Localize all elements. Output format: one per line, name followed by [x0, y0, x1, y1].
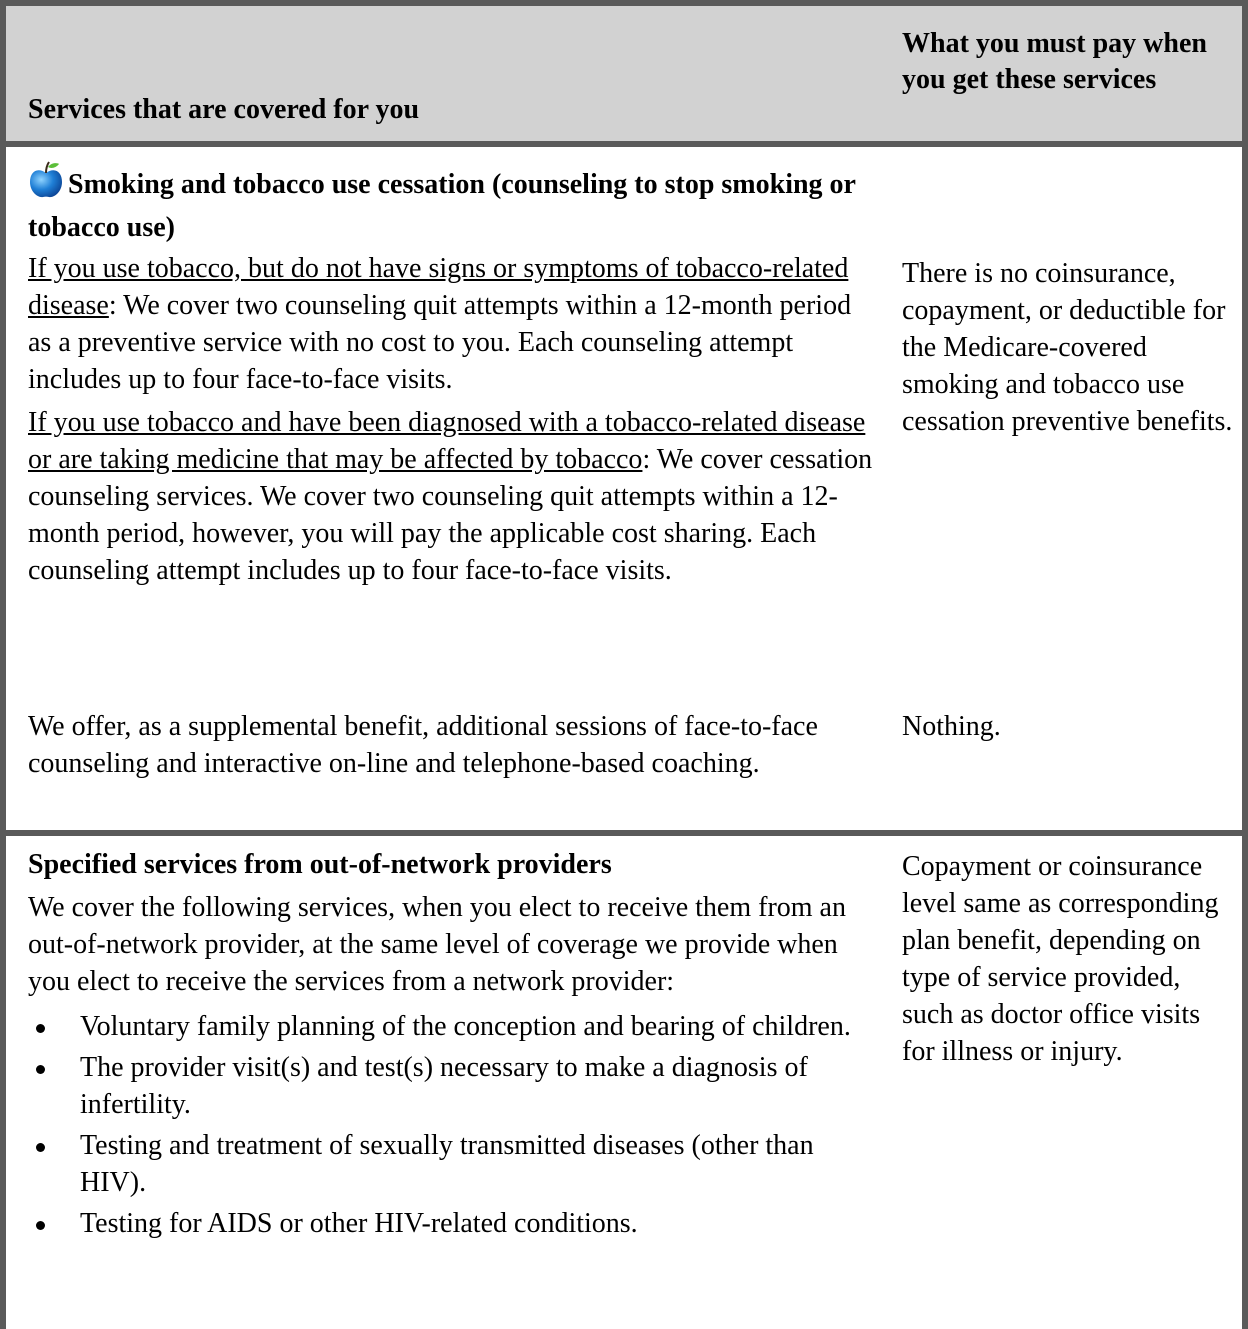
list-item-text: Voluntary family planning of the conception and bearing of children.: [80, 1011, 851, 1042]
smoking-paragraph-2: [28, 404, 878, 589]
smoking-cessation-description: [28, 161, 878, 589]
smoking-cessation-title-text: Smoking and tobacco use cessation (counseling to stop smoking or tobacco use): [28, 169, 856, 243]
list-item: [28, 1049, 878, 1123]
smoking-paragraph-2-condition: If you use tobacco and have been diagnosed with a tobacco-related disease or are taking medicine that may be affected by tobacco: [28, 407, 866, 475]
bullet-icon: [36, 1065, 45, 1074]
out-of-network-description: [28, 846, 878, 1246]
bullet-icon: [36, 1221, 45, 1230]
list-item-text: The provider visit(s) and test(s) necessary to make a diagnosis of infertility.: [80, 1052, 808, 1120]
out-of-network-intro: We cover the following services, when you elect to receive them from an out-of-network provider, at the same level of coverage we provide when you elect to receive the services from a network provider:: [28, 892, 846, 997]
list-item: [28, 1008, 878, 1045]
smoking-cessation-row: [6, 147, 1242, 830]
smoking-cessation-title: [28, 161, 878, 246]
out-of-network-row: [6, 836, 1242, 1329]
bullet-icon: [36, 1143, 45, 1152]
smoking-paragraph-2-body: : We cover cessation counseling services. We cover two counseling quit attempts within a 12-month period, however, you will pay the applicable cost sharing. Each counseling attempt includes up to four face-to-face visits.: [28, 444, 873, 586]
bullet-icon: [36, 1024, 45, 1033]
list-item-text: Testing and treatment of sexually transmitted diseases (other than HIV).: [80, 1130, 814, 1198]
services-column-header: Services that are covered for you: [28, 94, 420, 125]
out-of-network-cost: Copayment or coinsurance level same as corresponding plan benefit, depending on type of service provided, such as doctor office visits for illness or injury.: [902, 851, 1219, 1067]
list-item-text: Testing for AIDS or other HIV-related conditions.: [80, 1208, 638, 1239]
smoking-cessation-cost: There is no coinsurance, copayment, or deductible for the Medicare-covered smoking and tobacco use cessation preventive benefits.: [902, 258, 1233, 437]
table-header: [6, 6, 1242, 147]
pay-column-header: What you must pay when you get these services: [902, 28, 1207, 95]
out-of-network-title: Specified services from out-of-network providers: [28, 849, 612, 880]
supplemental-benefit-text: We offer, as a supplemental benefit, additional sessions of face-to-face counseling and interactive on-line and telephone-based coaching.: [28, 711, 818, 779]
out-of-network-services-list: [28, 1008, 878, 1242]
list-item: [28, 1127, 878, 1201]
smoking-paragraph-1: [28, 250, 878, 398]
smoking-paragraph-1-body: : We cover two counseling quit attempts within a 12-month period as a preventive service with no cost to you. Each counseling attempt includes up to four face-to-face visits.: [28, 290, 852, 395]
list-item: [28, 1205, 878, 1242]
smoking-paragraph-1-condition: If you use tobacco, but do not have signs or symptoms of tobacco-related disease: [28, 253, 849, 321]
supplemental-benefit-cost: Nothing.: [902, 711, 1001, 742]
apple-icon: [28, 161, 64, 209]
